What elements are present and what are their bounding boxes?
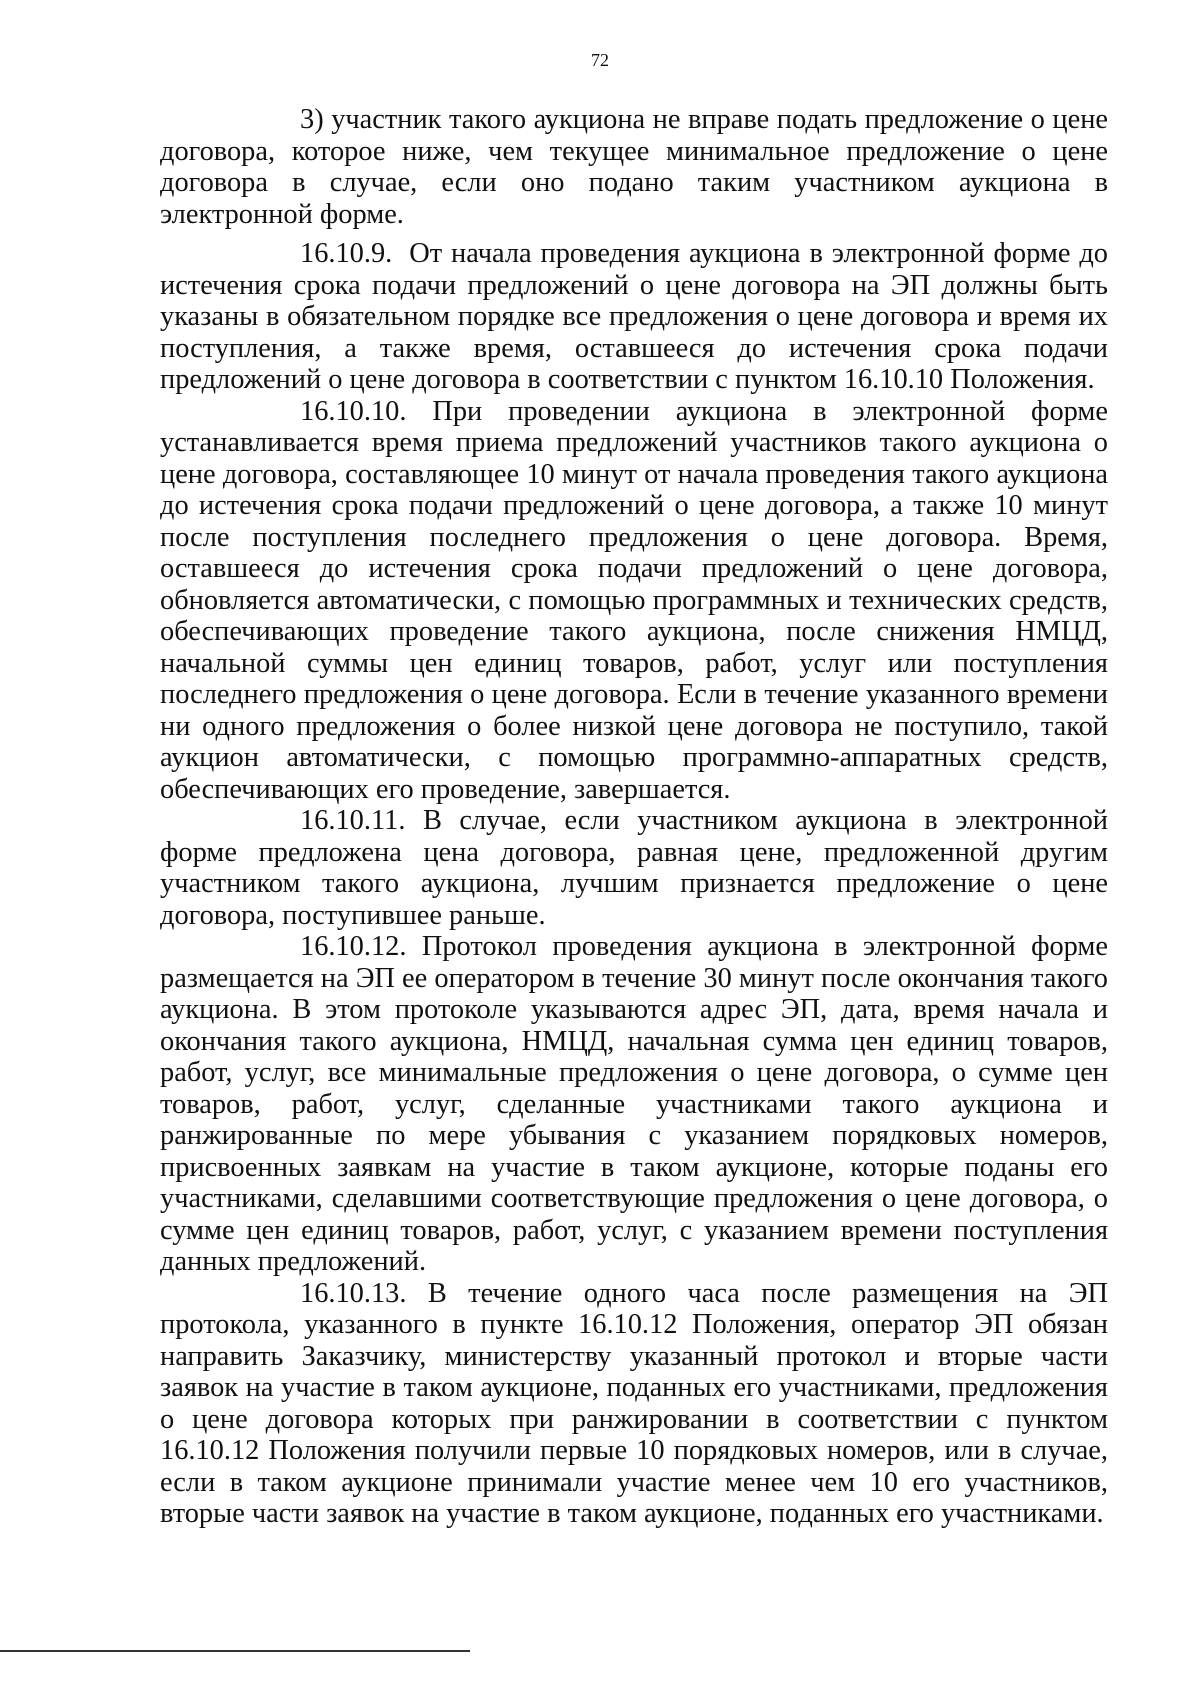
paragraph-number: 16.10.9.: [300, 238, 393, 269]
paragraph-number: 16.10.12.: [300, 931, 407, 962]
paragraph-16-10-12: [160, 931, 1108, 1278]
paragraph-number: 16.10.10.: [300, 395, 407, 427]
page-number: 72: [591, 50, 609, 70]
paragraph-number: 16.10.13.: [300, 1277, 407, 1309]
paragraph-16-10-10: [160, 396, 1108, 806]
paragraph-16-10-13: [160, 1278, 1108, 1530]
paragraph-text: Протокол проведения аукциона в электронной форме размещается на ЭП ее оператором в течение 30 минут после окончания такого аукциона. В этом протоколе указываются адрес ЭП, дата, время начала и окончания такого аукциона, НМЦД, начальная сумма цен единиц товаров, работ, услуг, все минимальные предложения о цене договора, о сумме цен товаров, работ, услуг, сделанные участниками такого аукциона и ранжированные по мере убывания с указанием порядковых номеров, присвоенных заявкам на участие в таком аукционе, которые поданы его участниками, сделавшими соответствующие предложения о цене договора, о сумме цен единиц товаров, работ, услуг, с указанием времени поступления данных предложений.: [160, 931, 1109, 1277]
paragraph-text: участник такого аукциона не вправе подать предложение о цене договора, которое ниже, чем текущее минимальное предложение о цене договора в случае, если оно подано таким участником аукциона в электронной форме.: [160, 104, 1108, 230]
paragraph-item-3: [160, 104, 1108, 230]
paragraph-text: В случае, если участником аукциона в электронной форме предложена цена договора, равная цене, предложенной другим участником такого аукциона, лучшим признается предложение о цене договора, поступившее раньше.: [160, 805, 1108, 931]
paragraph-16-10-11: [160, 805, 1108, 931]
paragraph-text: При проведении аукциона в электронной форме устанавливается время приема предложений участников такого аукциона о цене договора, составляющее 10 минут от начала проведения такого аукциона до истечения срока подачи предложений о цене договора, а также 10 минут после поступления последнего предложения о цене договора. Время, оставшееся до истечения срока подачи предложений о цене договора, обновляется автоматически, с помощью программных и технических средств, обеспечивающих проведение такого аукциона, после снижения НМЦД, начальной суммы цен единиц товаров, работ, услуг или поступления последнего предложения о цене договора. Если в течение указанного времени ни одного предложения о более низкой цене договора не поступило, такой аукцион автоматически, с помощью программно-аппаратных средств, обеспечивающих его проведение, завершается.: [160, 395, 1108, 805]
paragraph-number: 16.10.11.: [300, 805, 406, 836]
paragraph-text: От начала проведения аукциона в электронной форме до истечения срока подачи предложений о цене договора на ЭП должны быть указаны в обязательном порядке все предложения о цене договора и время их поступления, а также время, оставшееся до истечения срока подачи предложений о цене договора в соответствии с пунктом 16.10.10 Положения.: [160, 238, 1108, 395]
paragraph-number: 3): [300, 104, 324, 135]
bottom-divider: [0, 1650, 470, 1652]
paragraph-16-10-9: [160, 238, 1108, 396]
document-body: [160, 104, 1108, 1530]
paragraph-text: В течение одного часа после размещения на ЭП протокола, указанного в пункте 16.10.12 Положения, оператор ЭП обязан направить Заказчику, министерству указанный протокол и вторые части заявок на участие в таком аукционе, поданных его участниками, предложения о цене договора которых при ранжировании в соответствии с пунктом 16.10.12 Положения получили первые 10 порядковых номеров, или в случае, если в таком аукционе принимали участие менее чем 10 его участников, вторые части заявок на участие в таком аукционе, поданных его участниками.: [160, 1277, 1108, 1529]
